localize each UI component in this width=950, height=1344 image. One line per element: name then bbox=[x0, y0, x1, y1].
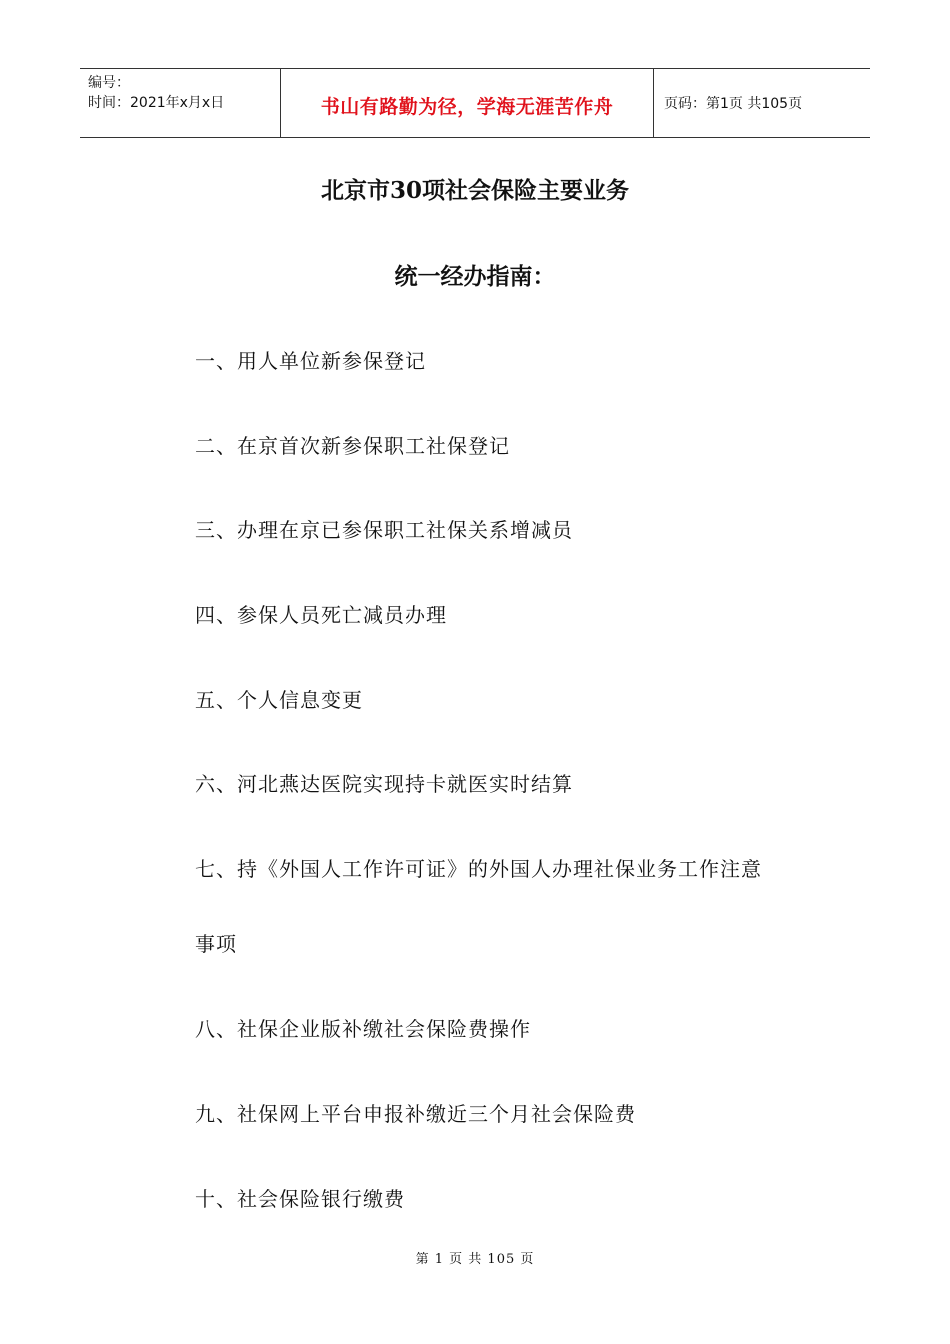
time-label: 时间：2021年x月x日 bbox=[88, 95, 225, 111]
list-item: 五、个人信息变更 bbox=[195, 688, 363, 712]
list-item: 九、社保网上平台申报补缴近三个月社会保险费 bbox=[195, 1102, 636, 1126]
list-item: 八、社保企业版补缴社会保险费操作 bbox=[195, 1017, 531, 1041]
document-title-line2: 统一经办指南： bbox=[394, 263, 556, 290]
header-motto-cell bbox=[281, 69, 654, 137]
header-page-cell bbox=[654, 69, 870, 137]
list-item: 四、参保人员死亡减员办理 bbox=[195, 603, 447, 627]
page-footer: 第 1 页 共 105 页 bbox=[415, 1252, 535, 1267]
document-title-line1: 北京市30项社会保险主要业务 bbox=[320, 177, 629, 204]
list-item-continuation: 事项 bbox=[195, 932, 237, 956]
list-item: 七、持《外国人工作许可证》的外国人办理社保业务工作注意 bbox=[195, 857, 762, 881]
list-item: 二、在京首次新参保职工社保登记 bbox=[195, 434, 510, 458]
list-item: 一、用人单位新参保登记 bbox=[195, 349, 426, 373]
number-label: 编号： bbox=[88, 75, 130, 91]
header-meta-cell bbox=[80, 69, 281, 137]
list-item: 三、办理在京已参保职工社保关系增减员 bbox=[195, 518, 573, 542]
page-info: 页码：第1页 共105页 bbox=[664, 96, 803, 112]
list-item: 六、河北燕达医院实现持卡就医实时结算 bbox=[195, 772, 573, 796]
motto-text: 书山有路勤为径，学海无涯苦作舟 bbox=[320, 95, 614, 118]
header-table bbox=[80, 68, 870, 138]
list-item: 十、社会保险银行缴费 bbox=[195, 1187, 405, 1211]
